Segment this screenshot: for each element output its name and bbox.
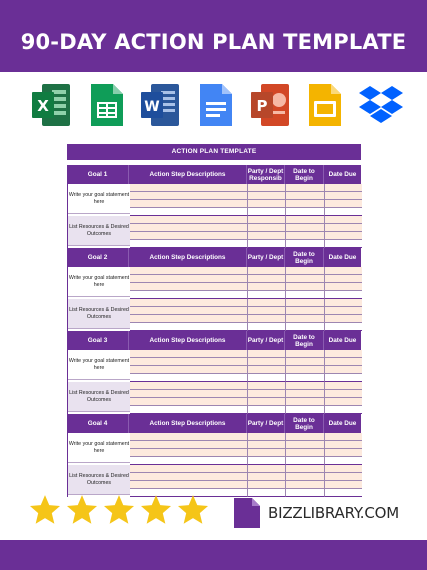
goal-section (67, 165, 361, 248)
table-row (130, 441, 362, 449)
table-cell[interactable] (130, 473, 248, 481)
action-step-header: Action Step Descriptions (129, 248, 247, 267)
table-cell[interactable] (325, 240, 362, 248)
table-row (130, 358, 362, 366)
table-cell[interactable] (248, 307, 286, 315)
page-title: 90-DAY ACTION PLAN TEMPLATE (20, 30, 407, 54)
table-cell[interactable] (325, 465, 362, 473)
table-row (130, 374, 362, 382)
table-cell[interactable] (325, 192, 362, 200)
action-step-header: Action Step Descriptions (129, 414, 247, 433)
table-cell[interactable] (248, 240, 286, 248)
table-cell[interactable] (248, 457, 286, 465)
bizzlibrary-logo-icon (232, 496, 262, 530)
table-row (130, 449, 362, 457)
table-cell[interactable] (248, 366, 286, 374)
table-row (130, 208, 362, 216)
table-row (130, 315, 362, 323)
table-cell[interactable] (325, 441, 362, 449)
table-cell[interactable] (286, 390, 325, 398)
table-cell[interactable] (248, 283, 286, 291)
svg-text:W: W (144, 99, 161, 115)
table-cell[interactable] (248, 200, 286, 208)
table-cell[interactable] (286, 433, 325, 441)
table-row (130, 406, 362, 414)
table-cell[interactable] (248, 232, 286, 240)
powerpoint-icon[interactable] (249, 82, 291, 128)
table-cell[interactable] (286, 283, 325, 291)
table-cell[interactable] (130, 232, 248, 240)
table-cell[interactable] (248, 465, 286, 473)
table-cell[interactable] (248, 398, 286, 406)
goal-label: Goal 2 (67, 248, 129, 267)
table-cell[interactable] (325, 323, 362, 331)
goal-section (67, 248, 361, 331)
table-cell[interactable] (248, 224, 286, 232)
goal-header-row (67, 331, 361, 350)
table-cell[interactable] (130, 184, 248, 192)
table-row (130, 366, 362, 374)
table-row (130, 267, 362, 275)
party-dept-header: Party / Dept Responsib (247, 165, 285, 184)
table-cell[interactable] (130, 350, 248, 358)
table-cell[interactable] (286, 473, 325, 481)
table-cell[interactable] (130, 323, 248, 331)
table-cell[interactable] (248, 267, 286, 275)
dropbox-icon[interactable] (358, 82, 400, 128)
goal-statement-cell[interactable]: Write your goal statement here (68, 267, 130, 297)
table-cell[interactable] (130, 275, 248, 283)
table-row (130, 307, 362, 315)
table-cell[interactable] (286, 192, 325, 200)
table-cell[interactable] (248, 291, 286, 299)
table-cell[interactable] (130, 441, 248, 449)
table-cell[interactable] (130, 208, 248, 216)
google-slides-icon[interactable] (303, 82, 345, 128)
table-cell[interactable] (286, 441, 325, 449)
table-cell[interactable] (130, 315, 248, 323)
goal-statement-cell[interactable]: Write your goal statement here (68, 350, 130, 380)
table-cell[interactable] (286, 240, 325, 248)
table-cell[interactable] (130, 307, 248, 315)
table-cell[interactable] (286, 275, 325, 283)
table-row (130, 350, 362, 358)
table-cell[interactable] (286, 481, 325, 489)
table-cell[interactable] (130, 299, 248, 307)
table-cell[interactable] (248, 315, 286, 323)
table-row (130, 275, 362, 283)
table-cell[interactable] (325, 406, 362, 414)
resources-outcomes-cell[interactable]: List Resources & Desired Outcomes (68, 216, 130, 246)
table-row (130, 200, 362, 208)
table-cell[interactable] (130, 192, 248, 200)
table-cell[interactable] (286, 216, 325, 224)
table-cell[interactable] (286, 315, 325, 323)
table-title: ACTION PLAN TEMPLATE (67, 144, 361, 160)
star-icon (139, 493, 173, 527)
goal-statement-cell[interactable]: Write your goal statement here (68, 184, 130, 214)
star-icon (65, 493, 99, 527)
table-cell[interactable] (248, 390, 286, 398)
resources-outcomes-cell[interactable]: List Resources & Desired Outcomes (68, 382, 130, 412)
table-cell[interactable] (130, 481, 248, 489)
table-row (130, 481, 362, 489)
table-row (130, 323, 362, 331)
table-cell[interactable] (325, 200, 362, 208)
table-cell[interactable] (130, 433, 248, 441)
star-icon (28, 493, 62, 527)
table-cell[interactable] (325, 184, 362, 192)
table-cell[interactable] (130, 283, 248, 291)
table-row (130, 224, 362, 232)
table-row (130, 184, 362, 192)
brand-name: BIZZLIBRARY.COM (268, 504, 399, 522)
date-begin-header: Date to Begin (285, 165, 324, 184)
table-cell[interactable] (130, 457, 248, 465)
table-cell[interactable] (248, 275, 286, 283)
star-icon (102, 493, 136, 527)
goal-label: Goal 1 (67, 165, 129, 184)
table-cell[interactable] (286, 350, 325, 358)
table-cell[interactable] (248, 473, 286, 481)
table-cell[interactable] (325, 283, 362, 291)
goal-sections (67, 165, 361, 497)
rating-stars (28, 493, 210, 527)
table-cell[interactable] (130, 267, 248, 275)
party-dept-header: Party / Dept (247, 331, 285, 350)
table-cell[interactable] (130, 382, 248, 390)
table-cell[interactable] (325, 232, 362, 240)
table-row (130, 473, 362, 481)
table-cell[interactable] (130, 390, 248, 398)
table-row (130, 291, 362, 299)
goal-section (67, 414, 361, 497)
party-dept-header: Party / Dept (247, 248, 285, 267)
table-cell[interactable] (286, 406, 325, 414)
goal-header-row (67, 165, 361, 184)
table-cell[interactable] (248, 299, 286, 307)
resources-outcomes-cell[interactable]: List Resources & Desired Outcomes (68, 299, 130, 329)
table-row (130, 283, 362, 291)
table-cell[interactable] (130, 398, 248, 406)
table-cell[interactable] (286, 358, 325, 366)
table-cell[interactable] (248, 449, 286, 457)
table-cell[interactable] (130, 216, 248, 224)
star-icon (176, 493, 210, 527)
table-cell[interactable] (286, 200, 325, 208)
table-cell[interactable] (130, 358, 248, 366)
table-row (130, 382, 362, 390)
party-dept-header: Party / Dept (247, 414, 285, 433)
table-cell[interactable] (248, 406, 286, 414)
table-cell[interactable] (248, 433, 286, 441)
table-cell[interactable] (325, 275, 362, 283)
table-cell[interactable] (130, 465, 248, 473)
action-plan-table (67, 144, 361, 497)
table-cell[interactable] (248, 192, 286, 200)
table-cell[interactable] (286, 323, 325, 331)
table-cell[interactable] (248, 184, 286, 192)
goal-label: Goal 3 (67, 331, 129, 350)
table-cell[interactable] (248, 350, 286, 358)
table-row (130, 390, 362, 398)
table-cell[interactable] (325, 473, 362, 481)
google-docs-icon[interactable] (194, 82, 236, 128)
bottom-banner (0, 540, 427, 570)
table-row (130, 457, 362, 465)
table-cell[interactable] (286, 398, 325, 406)
table-cell[interactable] (248, 441, 286, 449)
table-cell[interactable] (325, 457, 362, 465)
table-cell[interactable] (325, 449, 362, 457)
table-cell[interactable] (248, 208, 286, 216)
table-cell[interactable] (130, 240, 248, 248)
date-begin-header: Date to Begin (285, 414, 324, 433)
table-cell[interactable] (325, 382, 362, 390)
table-row (130, 216, 362, 224)
table-cell[interactable] (325, 216, 362, 224)
date-due-header: Date Due (328, 420, 357, 427)
table-cell[interactable] (130, 200, 248, 208)
date-begin-header: Date to Begin (285, 248, 324, 267)
word-icon[interactable] (139, 82, 181, 128)
brand[interactable] (232, 496, 399, 530)
table-cell[interactable] (286, 267, 325, 275)
table-cell[interactable] (286, 449, 325, 457)
table-cell[interactable] (286, 465, 325, 473)
table-row (130, 232, 362, 240)
table-cell[interactable] (325, 299, 362, 307)
table-cell[interactable] (286, 382, 325, 390)
excel-icon[interactable] (30, 82, 72, 128)
table-cell[interactable] (325, 291, 362, 299)
table-cell[interactable] (325, 433, 362, 441)
table-cell[interactable] (130, 291, 248, 299)
date-due-header: Date Due (328, 254, 357, 261)
svg-text:P: P (256, 97, 268, 115)
table-cell[interactable] (248, 323, 286, 331)
table-cell[interactable] (325, 267, 362, 275)
date-due-header: Date Due (328, 337, 357, 344)
goal-statement-cell[interactable]: Write your goal statement here (68, 433, 130, 463)
table-cell[interactable] (248, 382, 286, 390)
table-cell[interactable] (130, 374, 248, 382)
table-cell[interactable] (286, 232, 325, 240)
table-row (130, 465, 362, 473)
table-cell[interactable] (130, 224, 248, 232)
table-cell[interactable] (325, 307, 362, 315)
table-cell[interactable] (248, 481, 286, 489)
table-cell[interactable] (130, 449, 248, 457)
table-cell[interactable] (325, 366, 362, 374)
table-cell[interactable] (325, 224, 362, 232)
table-row (130, 433, 362, 441)
table-cell[interactable] (248, 216, 286, 224)
table-cell[interactable] (286, 299, 325, 307)
google-sheets-icon[interactable] (85, 82, 127, 128)
table-cell[interactable] (325, 208, 362, 216)
table-row (130, 299, 362, 307)
table-cell[interactable] (325, 481, 362, 489)
table-cell[interactable] (248, 374, 286, 382)
table-cell[interactable] (325, 315, 362, 323)
svg-text:X: X (37, 97, 49, 115)
table-cell[interactable] (286, 307, 325, 315)
action-step-header: Action Step Descriptions (129, 331, 247, 350)
table-cell[interactable] (286, 457, 325, 465)
table-cell[interactable] (325, 358, 362, 366)
table-cell[interactable] (130, 406, 248, 414)
goal-header-row (67, 414, 361, 433)
table-cell[interactable] (286, 291, 325, 299)
goal-label: Goal 4 (67, 414, 129, 433)
table-row (130, 240, 362, 248)
table-cell[interactable] (325, 350, 362, 358)
table-cell[interactable] (286, 374, 325, 382)
table-cell[interactable] (130, 366, 248, 374)
table-cell[interactable] (325, 374, 362, 382)
resources-outcomes-cell[interactable]: List Resources & Desired Outcomes (68, 465, 130, 495)
table-cell[interactable] (325, 398, 362, 406)
table-cell[interactable] (286, 224, 325, 232)
goal-section (67, 331, 361, 414)
app-icon-row (30, 80, 400, 130)
table-cell[interactable] (248, 358, 286, 366)
goal-header-row (67, 248, 361, 267)
table-cell[interactable] (286, 208, 325, 216)
date-due-header: Date Due (328, 171, 357, 178)
table-row (130, 398, 362, 406)
date-begin-header: Date to Begin (285, 331, 324, 350)
table-cell[interactable] (286, 366, 325, 374)
table-cell[interactable] (325, 390, 362, 398)
table-cell[interactable] (286, 184, 325, 192)
action-step-header: Action Step Descriptions (129, 165, 247, 184)
table-row (130, 192, 362, 200)
